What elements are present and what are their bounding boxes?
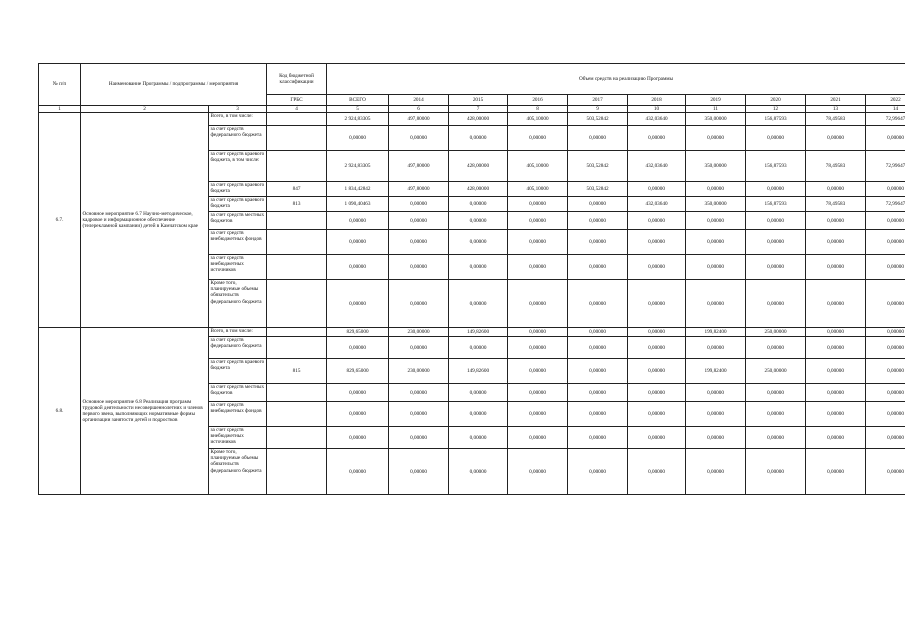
column-number: 1 (39, 106, 81, 113)
grbs-code (267, 255, 327, 280)
year-value: 156,87593 (746, 197, 806, 212)
year-value: 0,00000 (628, 230, 686, 255)
header-year: 2022 (866, 95, 905, 106)
year-value: 78,49583 (806, 113, 866, 126)
year-value: 0,00000 (568, 359, 628, 384)
grbs-code: 847 (267, 182, 327, 197)
total-value: 0,00000 (327, 212, 389, 230)
item-name: Основное мероприятие 6.8 Реализация программ трудовой деятельности несовершеннолетних и членов первого звена, выполняющих нормативные формы организации занятости детей и подростков (81, 328, 209, 495)
financing-body (39, 113, 905, 495)
header-year: 2021 (806, 95, 866, 106)
funding-source: за счет средств внебюджетных фондов (209, 402, 267, 427)
column-number: 8 (508, 106, 568, 113)
year-value: 0,00000 (568, 402, 628, 427)
year-value: 0,00000 (866, 182, 905, 197)
year-value: 0,00000 (628, 384, 686, 402)
header-year: 2014 (389, 95, 449, 106)
year-value: 0,00000 (686, 126, 746, 151)
year-value: 0,00000 (508, 197, 568, 212)
year-value: 0,00000 (686, 230, 746, 255)
year-value: 0,00000 (449, 402, 508, 427)
funding-source: за счет средств местных бюджетов (209, 212, 267, 230)
year-value: 0,00000 (866, 449, 905, 495)
header-code-group: Код бюджетной классификации (267, 64, 327, 95)
column-number: 2 (81, 106, 209, 113)
year-value: 428,00000 (449, 151, 508, 182)
year-value: 0,00000 (389, 126, 449, 151)
grbs-code (267, 328, 327, 337)
funding-source: за счет средств краевого бюджета (209, 359, 267, 384)
year-value: 0,00000 (568, 255, 628, 280)
year-value: 0,00000 (806, 255, 866, 280)
year-value: 250,00000 (746, 328, 806, 337)
column-number: 9 (568, 106, 628, 113)
funding-source: за счет средств краевого бюджета, в том числе: (209, 151, 267, 182)
column-number: 7 (449, 106, 508, 113)
year-value: 0,00000 (568, 427, 628, 449)
year-value: 350,00000 (686, 113, 746, 126)
header-year: 2020 (746, 95, 806, 106)
year-value: 250,00000 (746, 359, 806, 384)
column-number-row (39, 106, 905, 113)
year-value: 0,00000 (389, 280, 449, 328)
funding-source: Кроме того, планируемые объемы обязательств федерального бюджета (209, 280, 267, 328)
year-value: 0,00000 (746, 402, 806, 427)
year-value: 0,00000 (389, 449, 449, 495)
year-value: 0,00000 (628, 126, 686, 151)
year-value: 0,00000 (389, 384, 449, 402)
year-value: 405,10000 (508, 113, 568, 126)
year-value: 0,00000 (568, 384, 628, 402)
year-value: 0,00000 (568, 212, 628, 230)
grbs-code (267, 126, 327, 151)
year-value: 0,00000 (866, 230, 905, 255)
year-value: 0,00000 (628, 182, 686, 197)
year-value: 0,00000 (866, 402, 905, 427)
year-value: 72,99647 (866, 113, 905, 126)
total-value: 0,00000 (327, 402, 389, 427)
total-value: 2 924,83305 (327, 113, 389, 126)
year-value: 0,00000 (746, 255, 806, 280)
year-value: 0,00000 (449, 212, 508, 230)
header-no: № п/п (39, 64, 81, 106)
grbs-code: 813 (267, 197, 327, 212)
year-value: 432,03640 (628, 197, 686, 212)
item-number: 6.8. (39, 328, 81, 495)
year-value: 0,00000 (866, 328, 905, 337)
column-number: 3 (209, 106, 267, 113)
header-year: 2019 (686, 95, 746, 106)
year-value: 405,10000 (508, 151, 568, 182)
funding-source: за счет средств федерального бюджета (209, 337, 267, 359)
year-value: 0,00000 (449, 230, 508, 255)
year-value: 0,00000 (686, 337, 746, 359)
header-year: 2015 (449, 95, 508, 106)
year-value: 0,00000 (686, 384, 746, 402)
year-value: 0,00000 (686, 427, 746, 449)
column-number: 13 (806, 106, 866, 113)
grbs-code (267, 337, 327, 359)
year-value: 497,80000 (389, 151, 449, 182)
header-name: Наименование Программы / подпрограммы / мероприятия (81, 64, 267, 106)
year-value: 0,00000 (686, 212, 746, 230)
year-value: 0,00000 (866, 126, 905, 151)
header-grbs: ГРБС (267, 95, 327, 106)
column-number: 11 (686, 106, 746, 113)
total-value: 0,00000 (327, 126, 389, 151)
year-value: 156,87593 (746, 151, 806, 182)
year-value: 0,00000 (628, 328, 686, 337)
column-number: 10 (628, 106, 686, 113)
year-value: 497,80000 (389, 182, 449, 197)
year-value: 0,00000 (628, 212, 686, 230)
funding-source: за счет средств внебюджетных фондов (209, 230, 267, 255)
item-name: Основное мероприятие 6.7 Научно-методическое, кадровое и информационное обеспечение (телерекламной кампании) детей в Камчатском крае (81, 113, 209, 328)
year-value: 72,99647 (866, 197, 905, 212)
year-value: 503,52842 (568, 182, 628, 197)
grbs-code: 815 (267, 359, 327, 384)
grbs-code (267, 280, 327, 328)
year-value: 0,00000 (508, 337, 568, 359)
year-value: 0,00000 (746, 384, 806, 402)
year-value: 503,52842 (568, 113, 628, 126)
year-value: 149,82600 (449, 328, 508, 337)
year-value: 0,00000 (449, 449, 508, 495)
grbs-code (267, 113, 327, 126)
column-number: 5 (327, 106, 389, 113)
year-value: 0,00000 (806, 230, 866, 255)
year-value: 0,00000 (508, 126, 568, 151)
year-value: 0,00000 (746, 449, 806, 495)
year-value: 0,00000 (628, 427, 686, 449)
funding-source: за счет средств внебюджетных источников (209, 427, 267, 449)
year-value: 0,00000 (389, 197, 449, 212)
year-value: 0,00000 (449, 337, 508, 359)
year-value: 0,00000 (746, 230, 806, 255)
funding-source: за счет средств федерального бюджета (209, 126, 267, 151)
year-value: 0,00000 (449, 126, 508, 151)
year-value: 0,00000 (746, 182, 806, 197)
year-value: 0,00000 (866, 384, 905, 402)
year-value: 0,00000 (628, 337, 686, 359)
year-value: 432,03640 (628, 151, 686, 182)
total-value: 829,65000 (327, 328, 389, 337)
funding-source: за счет средств внебюджетных источников (209, 255, 267, 280)
year-value: 0,00000 (568, 197, 628, 212)
total-value: 0,00000 (327, 280, 389, 328)
grbs-code (267, 151, 327, 182)
year-value: 0,00000 (508, 328, 568, 337)
year-value: 0,00000 (866, 212, 905, 230)
total-value: 0,00000 (327, 449, 389, 495)
column-number: 4 (267, 106, 327, 113)
year-value: 0,00000 (866, 255, 905, 280)
year-value: 428,00000 (449, 182, 508, 197)
year-value: 0,00000 (806, 182, 866, 197)
year-value: 0,00000 (866, 337, 905, 359)
funding-source: за счет средств краевого бюджета (209, 182, 267, 197)
year-value: 0,00000 (628, 402, 686, 427)
grbs-code (267, 230, 327, 255)
year-value: 0,00000 (806, 359, 866, 384)
year-value: 0,00000 (568, 230, 628, 255)
year-value: 503,52842 (568, 151, 628, 182)
table-row (39, 328, 905, 337)
column-number: 12 (746, 106, 806, 113)
header-year: 2016 (508, 95, 568, 106)
year-value: 0,00000 (508, 255, 568, 280)
grbs-code (267, 212, 327, 230)
header-row-top (39, 64, 905, 95)
year-value: 156,87593 (746, 113, 806, 126)
year-value: 0,00000 (508, 280, 568, 328)
year-value: 0,00000 (449, 384, 508, 402)
year-value: 0,00000 (686, 182, 746, 197)
grbs-code (267, 384, 327, 402)
year-value: 0,00000 (389, 402, 449, 427)
year-value: 0,00000 (806, 449, 866, 495)
year-value: 0,00000 (806, 384, 866, 402)
year-value: 0,00000 (806, 212, 866, 230)
total-value: 0,00000 (327, 427, 389, 449)
column-number: 6 (389, 106, 449, 113)
year-value: 0,00000 (389, 255, 449, 280)
year-value: 0,00000 (866, 427, 905, 449)
table-row (39, 113, 905, 126)
funding-source: Всего, в том числе: (209, 113, 267, 126)
year-value: 0,00000 (568, 280, 628, 328)
total-value: 0,00000 (327, 255, 389, 280)
year-value: 405,10000 (508, 182, 568, 197)
year-value: 0,00000 (389, 427, 449, 449)
column-number: 14 (866, 106, 905, 113)
year-value: 0,00000 (628, 255, 686, 280)
year-value: 0,00000 (508, 359, 568, 384)
year-value: 0,00000 (508, 402, 568, 427)
year-value: 78,49583 (806, 151, 866, 182)
year-value: 230,00000 (389, 328, 449, 337)
year-value: 0,00000 (686, 255, 746, 280)
total-value: 2 924,83305 (327, 151, 389, 182)
header-total: ВСЕГО (327, 95, 389, 106)
financing-table (38, 63, 905, 495)
year-value: 0,00000 (628, 359, 686, 384)
header-volume-group: Объем средств на реализацию Программы (327, 64, 905, 95)
total-value: 829,65000 (327, 359, 389, 384)
year-value: 0,00000 (806, 337, 866, 359)
year-value: 230,00000 (389, 359, 449, 384)
funding-source: за счет средств местных бюджетов (209, 384, 267, 402)
grbs-code (267, 402, 327, 427)
year-value: 0,00000 (686, 449, 746, 495)
year-value: 0,00000 (746, 126, 806, 151)
total-value: 1 090,40463 (327, 197, 389, 212)
year-value: 199,82400 (686, 328, 746, 337)
grbs-code (267, 427, 327, 449)
grbs-code (267, 449, 327, 495)
item-number: 6.7. (39, 113, 81, 328)
total-value: 0,00000 (327, 384, 389, 402)
year-value: 0,00000 (508, 427, 568, 449)
funding-source: за счет средств краевого бюджета (209, 197, 267, 212)
year-value: 78,49583 (806, 197, 866, 212)
year-value: 0,00000 (806, 280, 866, 328)
year-value: 0,00000 (568, 449, 628, 495)
total-value: 0,00000 (327, 230, 389, 255)
year-value: 0,00000 (628, 449, 686, 495)
year-value: 0,00000 (508, 384, 568, 402)
header-year: 2017 (568, 95, 628, 106)
total-value: 1 834,42842 (327, 182, 389, 197)
year-value: 0,00000 (389, 230, 449, 255)
year-value: 0,00000 (389, 337, 449, 359)
year-value: 0,00000 (568, 126, 628, 151)
year-value: 0,00000 (746, 337, 806, 359)
year-value: 0,00000 (686, 402, 746, 427)
year-value: 0,00000 (508, 449, 568, 495)
year-value: 0,00000 (746, 280, 806, 328)
year-value: 0,00000 (628, 280, 686, 328)
year-value: 72,99647 (866, 151, 905, 182)
year-value: 0,00000 (449, 280, 508, 328)
year-value: 0,00000 (508, 230, 568, 255)
year-value: 0,00000 (568, 328, 628, 337)
year-value: 0,00000 (686, 280, 746, 328)
year-value: 350,00000 (686, 151, 746, 182)
year-value: 0,00000 (449, 255, 508, 280)
year-value: 0,00000 (746, 427, 806, 449)
year-value: 350,00000 (686, 197, 746, 212)
year-value: 432,03640 (628, 113, 686, 126)
year-value: 0,00000 (508, 212, 568, 230)
year-value: 0,00000 (866, 280, 905, 328)
year-value: 0,00000 (449, 427, 508, 449)
year-value: 497,80000 (389, 113, 449, 126)
year-value: 199,82400 (686, 359, 746, 384)
funding-source: Кроме того, планируемые объемы обязательств федерального бюджета (209, 449, 267, 495)
year-value: 0,00000 (449, 197, 508, 212)
year-value: 0,00000 (746, 212, 806, 230)
header-year: 2018 (628, 95, 686, 106)
year-value: 0,00000 (806, 427, 866, 449)
year-value: 0,00000 (389, 212, 449, 230)
year-value: 428,00000 (449, 113, 508, 126)
year-value: 149,82600 (449, 359, 508, 384)
total-value: 0,00000 (327, 337, 389, 359)
year-value: 0,00000 (866, 359, 905, 384)
funding-source: Всего, в том числе: (209, 328, 267, 337)
year-value: 0,00000 (568, 337, 628, 359)
year-value: 0,00000 (806, 126, 866, 151)
year-value: 0,00000 (806, 328, 866, 337)
year-value: 0,00000 (806, 402, 866, 427)
